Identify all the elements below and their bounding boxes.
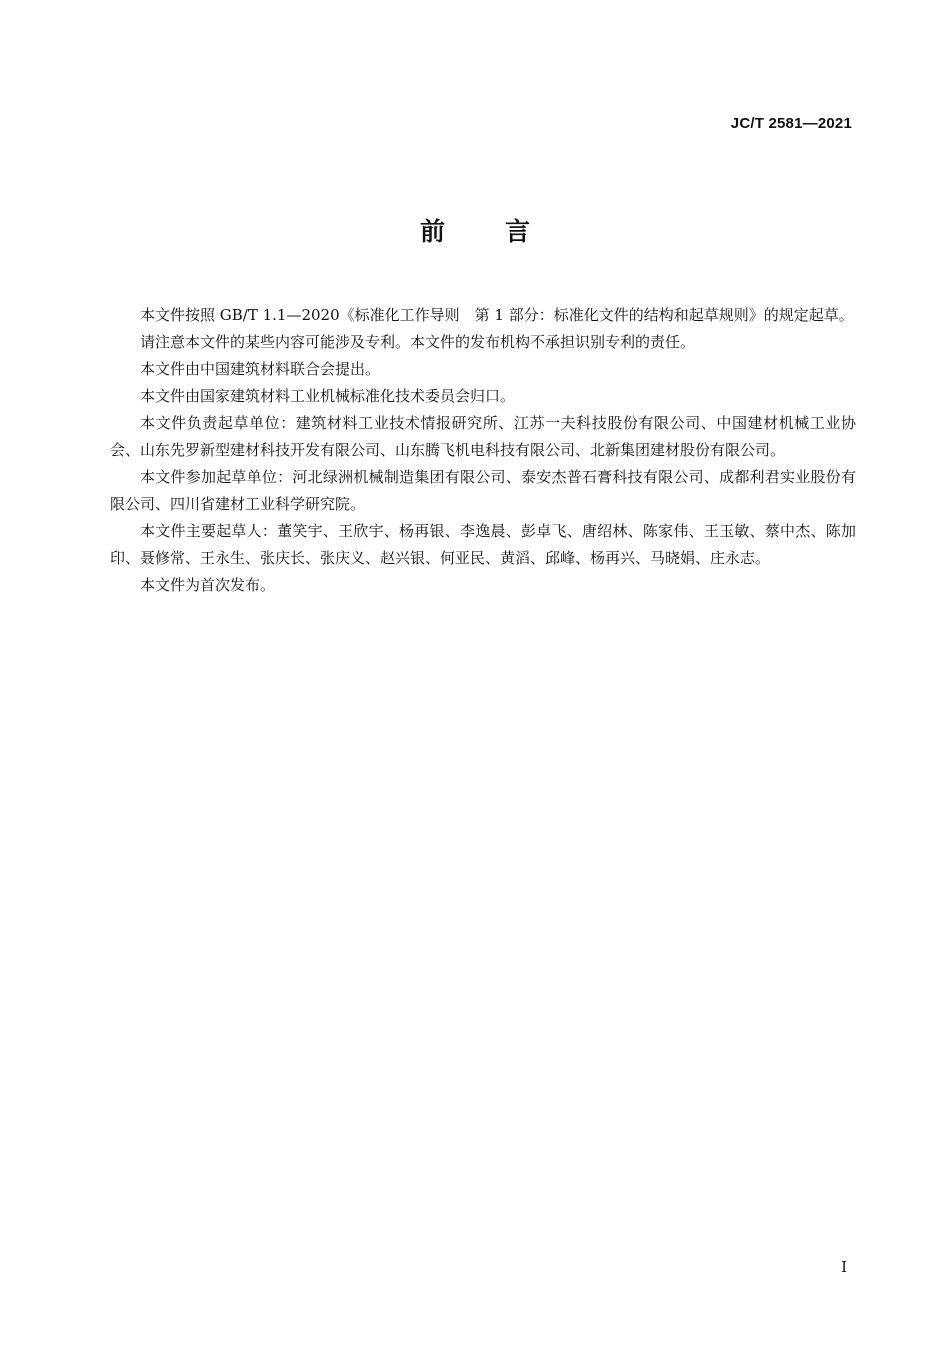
page-number: I <box>841 1258 847 1276</box>
paragraph-patent-notice: 请注意本文件的某些内容可能涉及专利。本文件的发布机构不承担识别专利的责任。 <box>140 333 696 351</box>
paragraph-first-release: 本文件为首次发布。 <box>140 576 276 594</box>
paragraph-committee: 本文件由国家建筑材料工业机械标准化技术委员会归口。 <box>140 387 516 405</box>
paragraph-drafting-rules: 本文件按照 GB/T 1.1—2020《标准化工作导则 第 1 部分：标准化文件的结构和起草规则》的规定起草。 <box>140 306 854 324</box>
paragraph-participating-drafters: 本文件参加起草单位：河北绿洲机械制造集团有限公司、泰安杰普石膏科技有限公司、成都利君实业股份有限公司、四川省建材工业科学研究院。 <box>110 468 856 513</box>
paragraph-main-drafters: 本文件主要起草人：董笑宇、王欣宇、杨再银、李逸晨、彭卓飞、唐绍林、陈家伟、王玉敏、蔡中杰、陈加印、聂修常、王永生、张庆长、张庆义、赵兴银、何亚民、黄滔、邱峰、杨再兴、马晓娟、庄永志。 <box>110 522 856 567</box>
paragraph-proposer: 本文件由中国建筑材料联合会提出。 <box>140 360 381 378</box>
foreword-body <box>110 302 856 599</box>
standard-code: JC/T 2581—2021 <box>730 115 852 132</box>
title-char-1: 前 <box>419 217 445 246</box>
page-title <box>0 212 950 248</box>
title-char-2: 言 <box>505 217 531 246</box>
paragraph-lead-drafters: 本文件负责起草单位：建筑材料工业技术情报研究所、江苏一夫科技股份有限公司、中国建材机械工业协会、山东先罗新型建材科技开发有限公司、山东腾飞机电科技有限公司、北新集团建材股份有限公司。 <box>110 414 856 459</box>
